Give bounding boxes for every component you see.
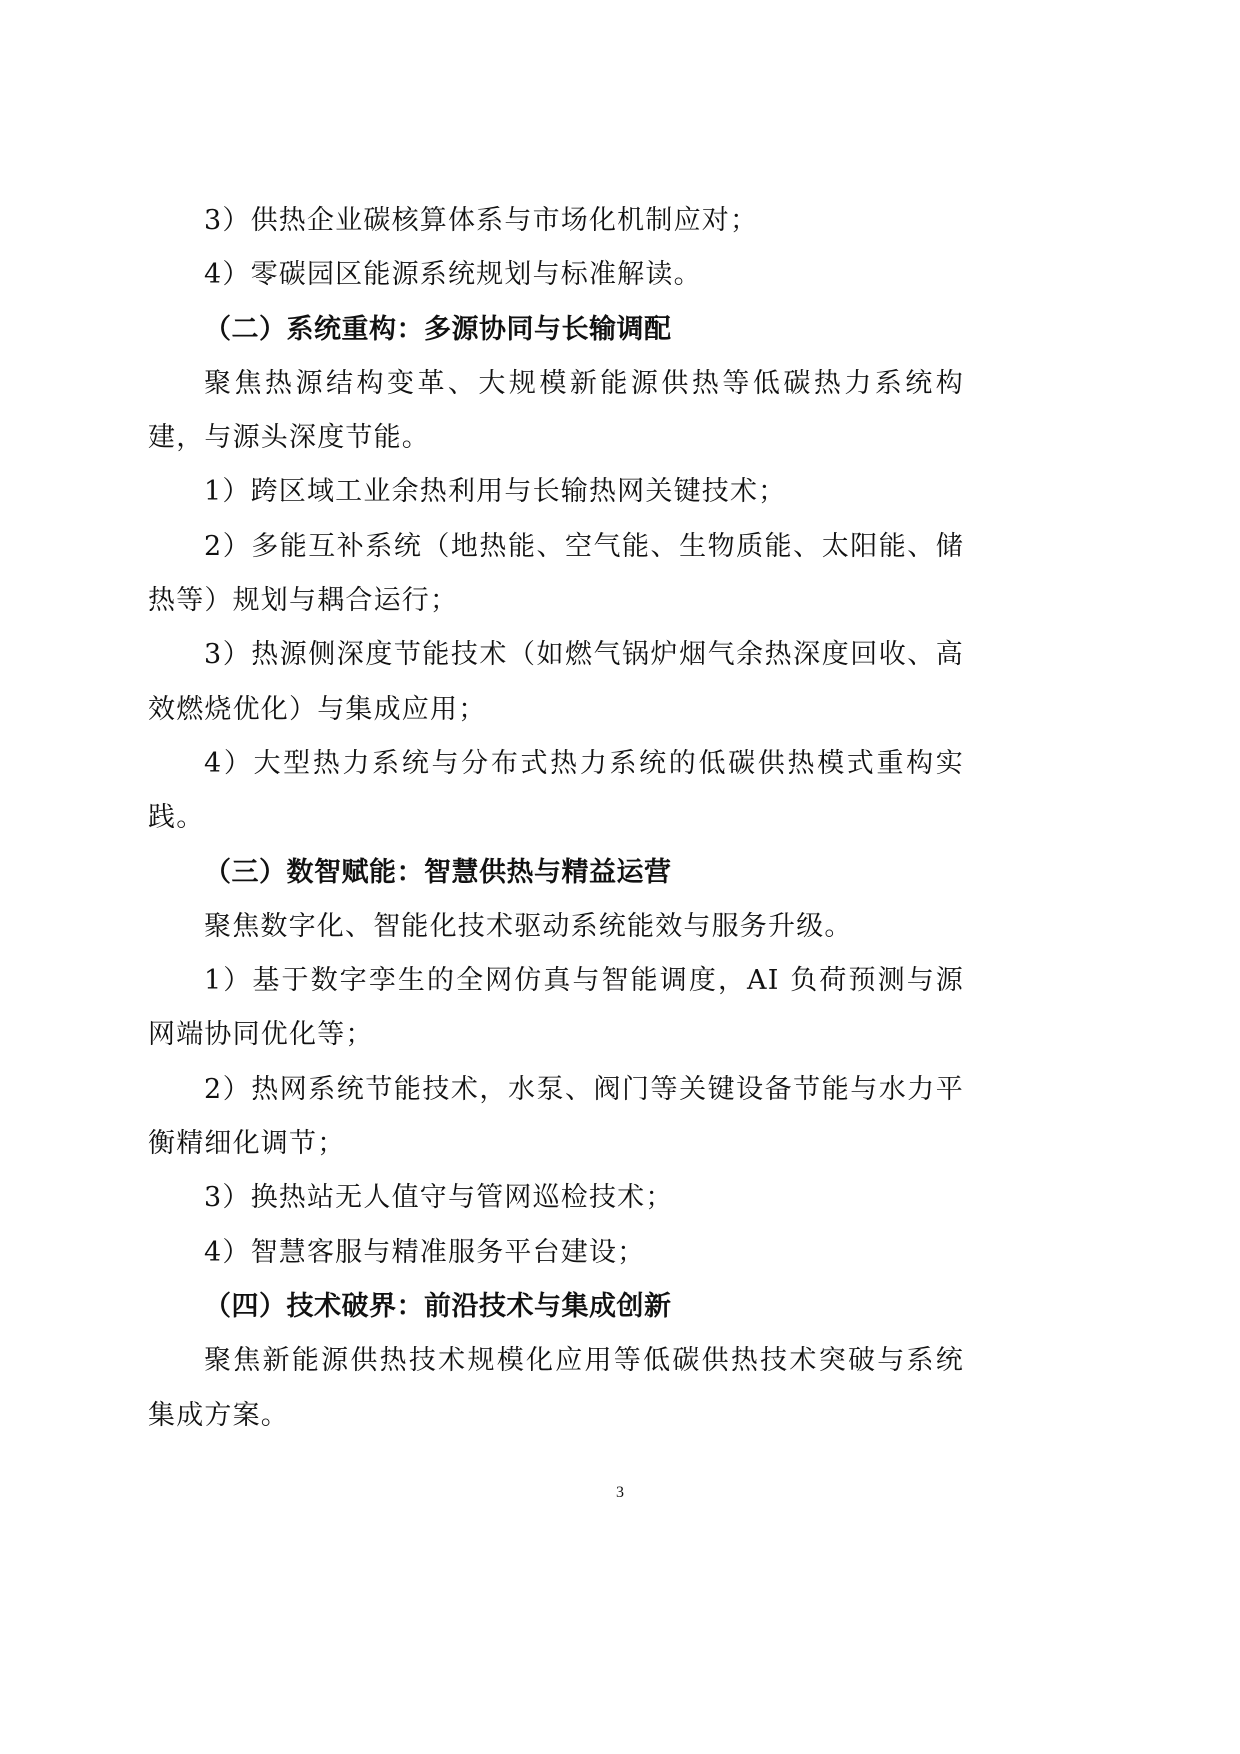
list-item: 3）热源侧深度节能技术（如燃气锅炉烟气余热深度回收、高效燃烧优化）与集成应用； bbox=[148, 639, 964, 725]
list-item: 2）热网系统节能技术，水泵、阀门等关键设备节能与水力平衡精细化调节； bbox=[148, 1073, 964, 1160]
list-item: 2）多能互补系统（地热能、空气能、生物质能、太阳能、储热等）规划与耦合运行； bbox=[148, 530, 964, 617]
list-item: 3）供热企业碳核算体系与市场化机制应对； bbox=[204, 205, 759, 236]
list-item: 3）换热站无人值守与管网巡检技术； bbox=[204, 1182, 674, 1214]
list-item: 4）大型热力系统与分布式热力系统的低碳供热模式重构实践。 bbox=[148, 747, 964, 834]
page-number: 3 bbox=[616, 1484, 624, 1501]
list-item: 1）基于数字孪生的全网仿真与智能调度，AI 负荷预测与源网端协同优化等； bbox=[148, 965, 964, 1051]
list-item: 4）智慧客服与精准服务平台建设； bbox=[204, 1236, 646, 1268]
section-heading: （三）数智赋能：智慧供热与精益运营 bbox=[204, 856, 672, 888]
document-body bbox=[148, 194, 964, 1443]
section-heading: （四）技术破界：前沿技术与集成创新 bbox=[204, 1290, 672, 1322]
section-heading: （二）系统重构：多源协同与长输调配 bbox=[204, 313, 672, 345]
list-item: 1）跨区域工业余热利用与长输热网关键技术； bbox=[204, 476, 787, 508]
paragraph: 聚焦热源结构变革、大规模新能源供热等低碳热力系统构建，与源头深度节能。 bbox=[148, 367, 964, 454]
paragraph: 聚焦数字化、智能化技术驱动系统能效与服务升级。 bbox=[204, 910, 853, 942]
paragraph: 聚焦新能源供热技术规模化应用等低碳供热技术突破与系统集成方案。 bbox=[148, 1345, 964, 1431]
list-item: 4）零碳园区能源系统规划与标准解读。 bbox=[204, 259, 702, 291]
